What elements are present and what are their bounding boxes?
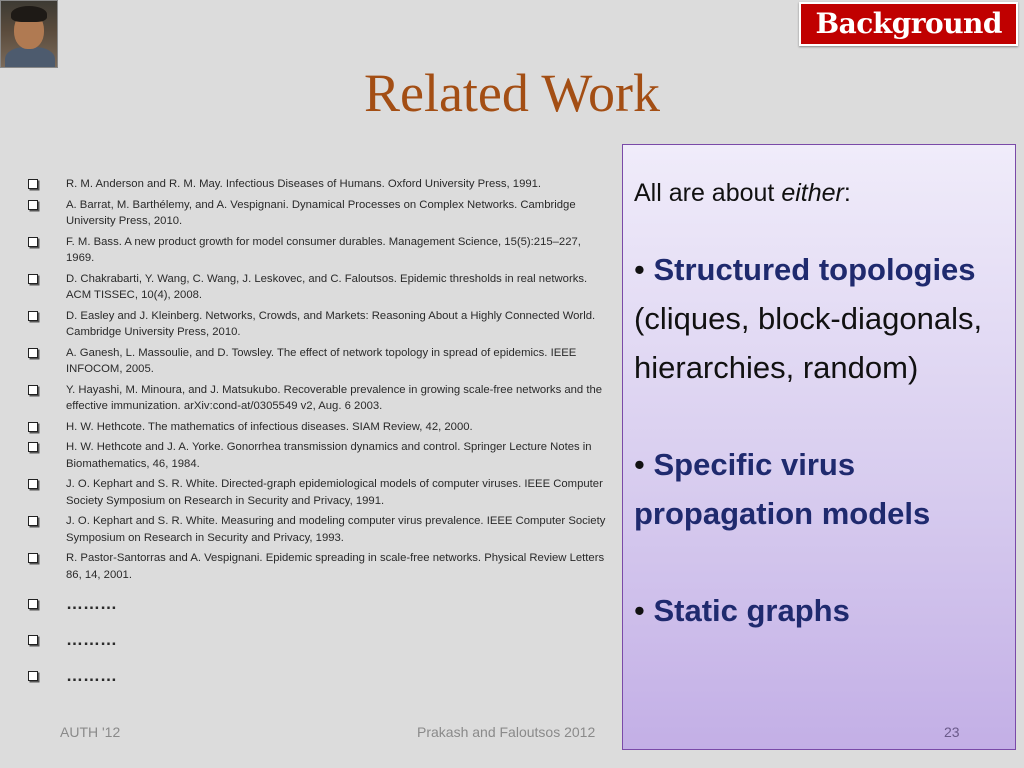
intro-emphasis: either (781, 179, 844, 207)
checkbox-bullet-icon (28, 237, 38, 247)
reference-text: A. Barrat, M. Barthélemy, and A. Vespignani. Dynamical Processes on Complex Networks. Cambridge University Press, 2010. (66, 198, 576, 227)
reference-item (28, 476, 606, 509)
bullet-glyph: • (634, 252, 654, 287)
reference-item (28, 234, 606, 267)
footer-venue: AUTH '12 (60, 724, 121, 740)
reference-text: H. W. Hethcote and J. A. Yorke. Gonorrhea transmission dynamics and control. Springer Lecture Notes in Biomathematics, 46, 1984. (66, 441, 592, 470)
checkbox-bullet-icon (28, 516, 38, 526)
reference-item (28, 382, 606, 415)
checkbox-bullet-icon (28, 274, 38, 284)
intro-suffix: : (843, 179, 851, 207)
checkbox-bullet-icon (28, 348, 38, 358)
summary-panel (622, 144, 1016, 750)
reference-item (28, 550, 606, 583)
footer-authors: Prakash and Faloutsos 2012 (417, 724, 596, 740)
reference-text: D. Easley and J. Kleinberg. Networks, Crowds, and Markets: Reasoning About a Highly Connected World. Cambridge University Press, 2010. (66, 309, 596, 338)
reference-item (28, 197, 606, 230)
reference-item (28, 419, 606, 436)
summary-point (634, 586, 1001, 635)
reference-text: Y. Hayashi, M. Minoura, and J. Matsukubo. Recoverable prevalence in growing scale-free networks and the effective immunization. arXiv:cond-at/0305549 v2, Aug. 6 2003. (66, 383, 603, 412)
reference-list (28, 176, 606, 701)
slide-title: Related Work (363, 63, 661, 123)
checkbox-bullet-icon (28, 599, 38, 609)
point-highlight: Specific virus propagation models (634, 447, 931, 531)
reference-item (28, 439, 606, 472)
checkbox-bullet-icon (28, 385, 38, 395)
ellipsis-text: ……… (66, 594, 117, 613)
checkbox-bullet-icon (28, 479, 38, 489)
reference-item (28, 345, 606, 378)
point-highlight: Static graphs (653, 593, 850, 628)
point-highlight: Structured topologies (653, 252, 976, 287)
point-detail: (cliques, block-diagonals, hierarchies, random) (634, 301, 983, 385)
checkbox-bullet-icon (28, 311, 38, 321)
reference-text: D. Chakrabarti, Y. Wang, C. Wang, J. Leskovec, and C. Faloutsos. Epidemic thresholds in real networks. ACM TISSEC, 10(4), 2008. (66, 272, 588, 301)
summary-point (634, 245, 1001, 392)
ellipsis-text: ……… (66, 666, 117, 685)
reference-text: J. O. Kephart and S. R. White. Measuring and modeling computer virus prevalence. IEEE Computer Society Symposium on Research in Security and Privacy, 1993. (66, 515, 606, 544)
checkbox-bullet-icon (28, 422, 38, 432)
bullet-glyph: • (634, 447, 654, 482)
intro-prefix: All are about (634, 179, 782, 207)
checkbox-bullet-icon (28, 179, 38, 189)
reference-ellipsis (28, 629, 606, 651)
reference-text: R. M. Anderson and R. M. May. Infectious Diseases of Humans. Oxford University Press, 1991. (66, 178, 542, 190)
checkbox-bullet-icon (28, 635, 38, 645)
reference-text: J. O. Kephart and S. R. White. Directed-graph epidemiological models of computer viruses. IEEE Computer Society Symposium on Research in Security and Privacy, 1991. (66, 478, 603, 507)
reference-text: F. M. Bass. A new product growth for model consumer durables. Management Science, 15(5):215–227, 1969. (66, 235, 581, 264)
reference-item (28, 513, 606, 546)
section-badge: Background (799, 2, 1018, 46)
reference-text: R. Pastor-Santorras and A. Vespignani. Epidemic spreading in scale-free networks. Physical Review Letters 86, 14, 2001. (66, 552, 605, 581)
reference-ellipsis (28, 593, 606, 615)
reference-item (28, 271, 606, 304)
summary-point (634, 440, 1001, 538)
checkbox-bullet-icon (28, 442, 38, 452)
reference-item (28, 308, 606, 341)
ellipsis-text: ……… (66, 630, 117, 649)
reference-item (28, 176, 606, 193)
bullet-glyph: • (634, 593, 654, 628)
checkbox-bullet-icon (28, 671, 38, 681)
photo-hair (11, 6, 47, 22)
reference-text: A. Ganesh, L. Massoulie, and D. Towsley. The effect of network topology in spread of epidemics. IEEE INFOCOM, 2005. (66, 346, 577, 375)
checkbox-bullet-icon (28, 553, 38, 563)
page-number: 23 (944, 724, 960, 740)
reference-text: H. W. Hethcote. The mathematics of infectious diseases. SIAM Review, 42, 2000. (66, 420, 473, 433)
summary-intro (634, 171, 1001, 215)
checkbox-bullet-icon (28, 200, 38, 210)
presenter-photo (0, 0, 58, 68)
reference-ellipsis (28, 665, 606, 687)
